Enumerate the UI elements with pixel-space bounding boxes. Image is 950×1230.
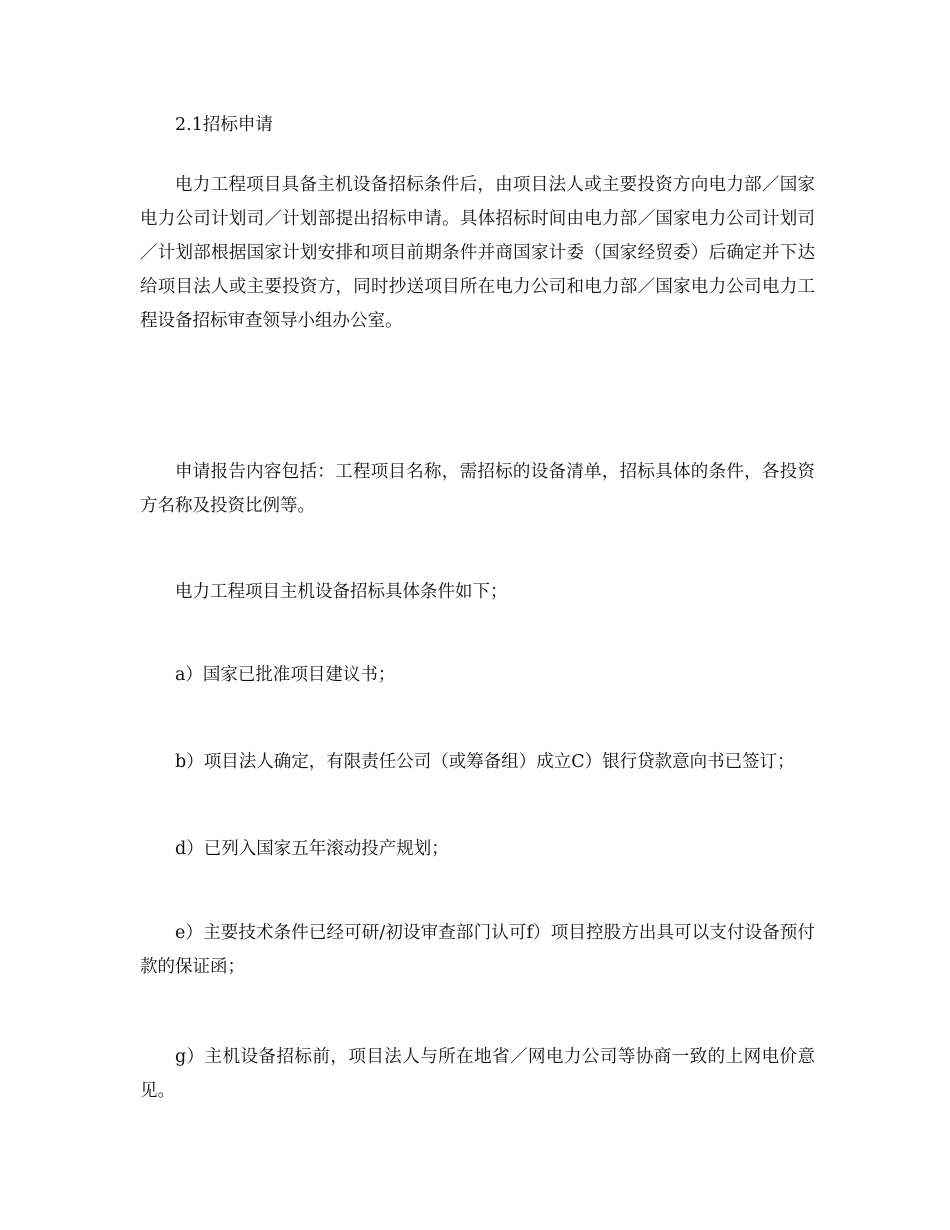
list-item-g: g）主机设备招标前，项目法人与所在地省／网电力公司等协商一致的上网电价意见。 [140, 1047, 815, 1101]
list-item-b-c: b）项目法人确定，有限责任公司（或筹备组）成立C）银行贷款意向书已签订； [175, 752, 795, 772]
list-item-d: d）已列入国家五年滚动投产规划； [175, 839, 449, 859]
section-title: 2.1招标申请 [175, 115, 273, 135]
paragraph-conditions-intro: 电力工程项目主机设备招标具体条件如下； [175, 582, 508, 602]
paragraph-report-contents: 申请报告内容包括：工程项目名称，需招标的设备清单，招标具体的条件，各投资方名称及投资比例等。 [140, 462, 815, 516]
list-item-a: a）国家已批准项目建议书； [175, 665, 396, 685]
paragraph-application-procedure: 电力工程项目具备主机设备招标条件后，由项目法人或主要投资方向电力部／国家电力公司计划司／计划部提出招标申请。具体招标时间由电力部／国家电力公司计划司／计划部根据国家计划安排和项目前期条件并商国家计委（国家经贸委）后确定并下达给项目法人或主要投资方，同时抄送项目所在电力公司和电力部／国家电力公司电力工程设备招标审查领导小组办公室。 [140, 175, 815, 331]
list-item-e-f: e）主要技术条件已经可研/初设审查部门认可f）项目控股方出具可以支付设备预付款的保证函； [140, 923, 815, 977]
